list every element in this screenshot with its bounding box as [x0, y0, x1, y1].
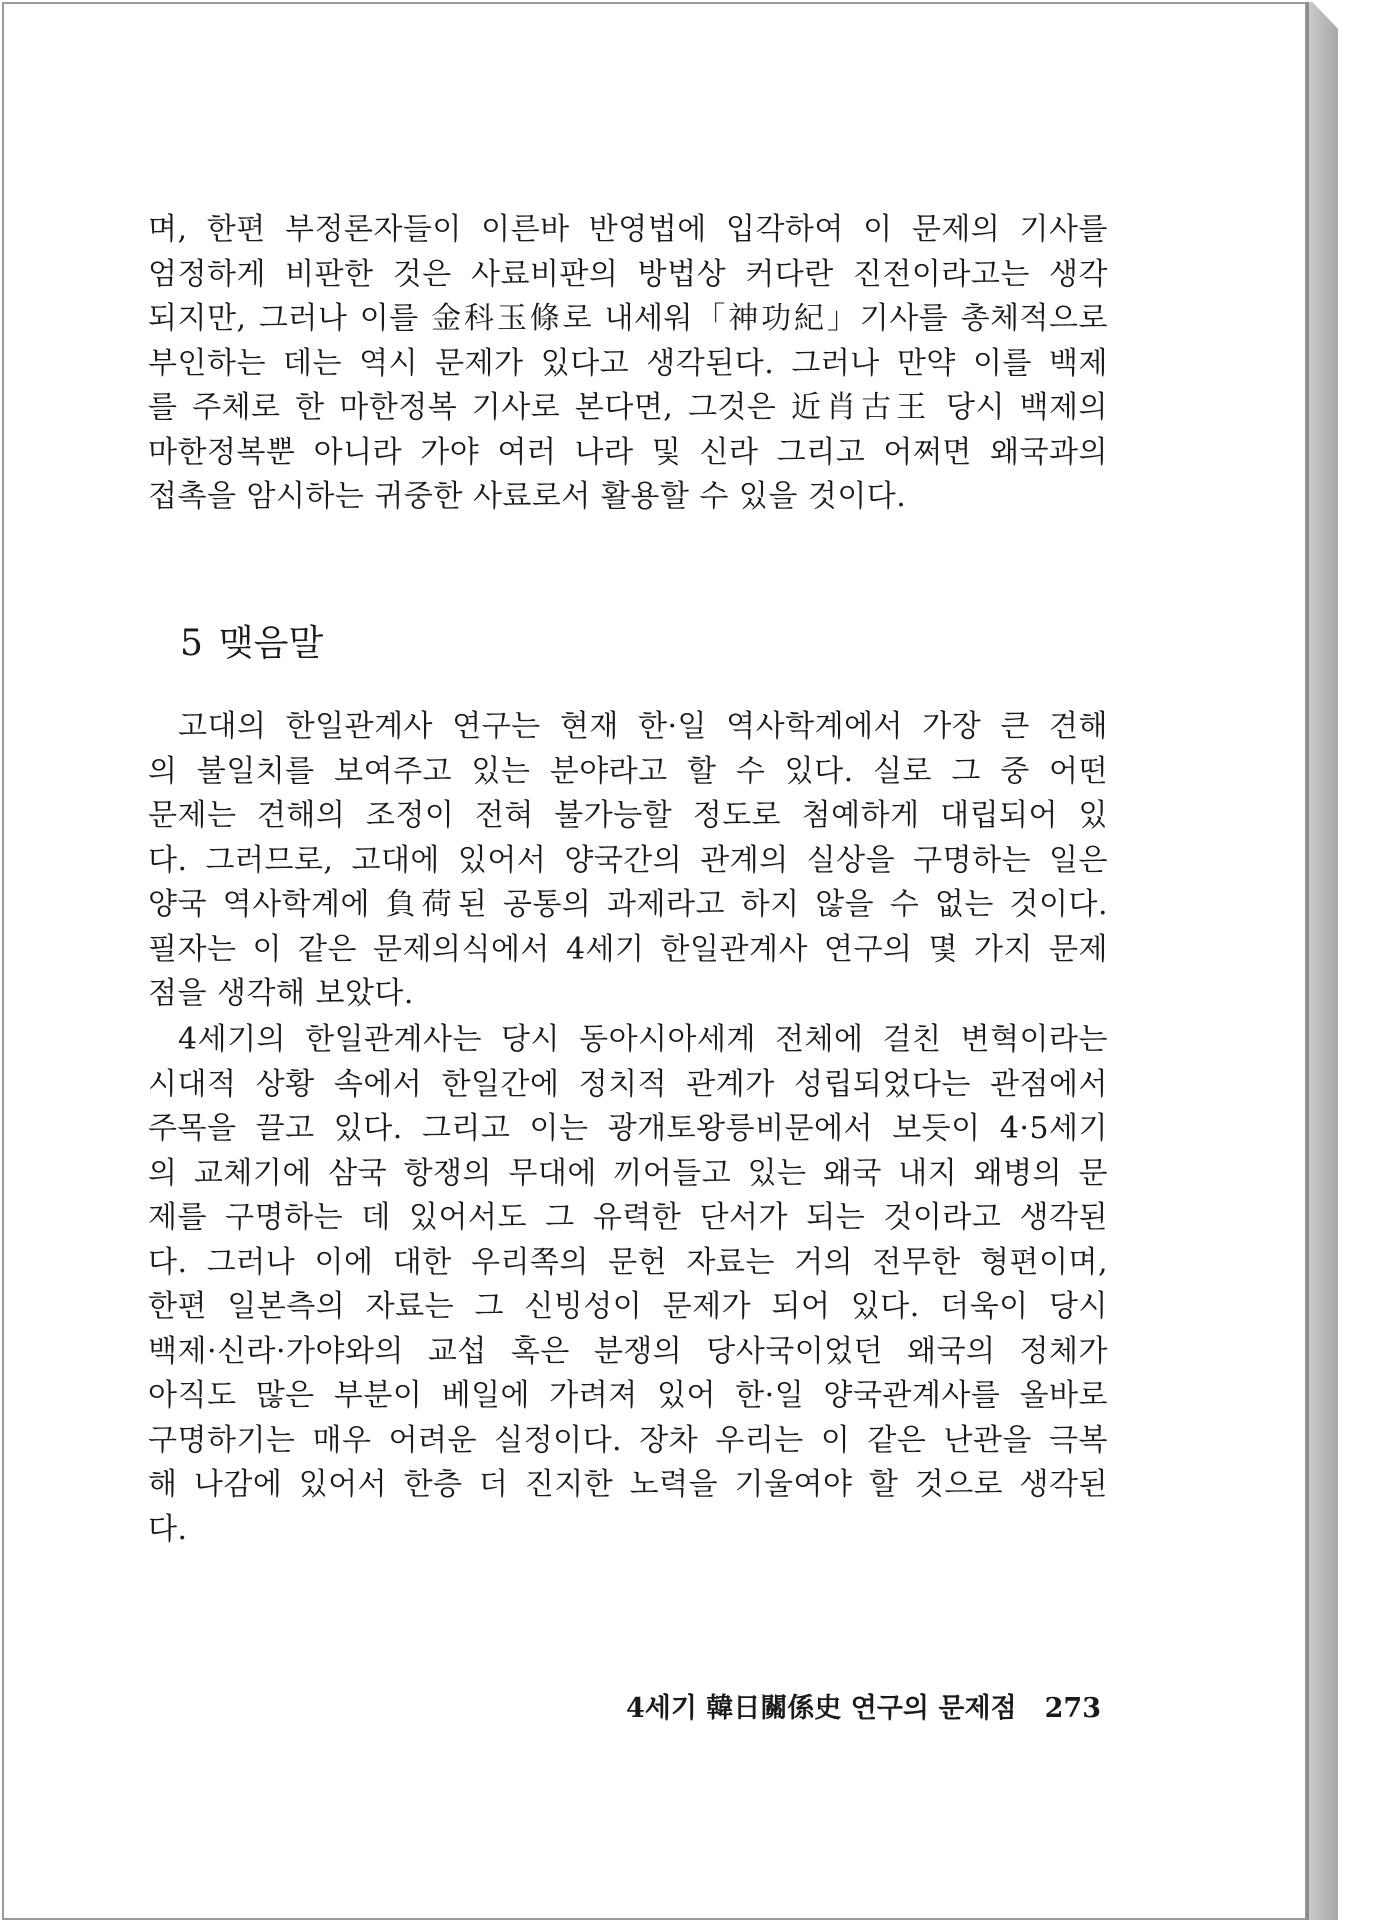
text-line: 필자는 이 같은 문제의식에서 4세기 한일관계사 연구의 몇 가지 문제 — [148, 931, 1108, 967]
page-edge-line — [1306, 2, 1309, 1920]
page-number: 273 — [1044, 1693, 1101, 1724]
text-line: 다. 그러나 이에 대한 우리쪽의 문헌 자료는 거의 전무한 형편이며, — [148, 1244, 1108, 1280]
section-heading — [180, 615, 323, 666]
text-line: 다. — [148, 1511, 188, 1547]
paragraph-conclusion-2 — [148, 1018, 1108, 1552]
text-line: 백제·신라·가야와의 교섭 혹은 분쟁의 당사국이었던 왜국의 정체가 — [148, 1333, 1108, 1369]
paragraph-continuation — [148, 208, 1108, 520]
text-line: 시대적 상황 속에서 한일간에 정치적 관계가 성립되었다는 관점에서 — [148, 1066, 1108, 1102]
text-line: 의 불일치를 보여주고 있는 분야라고 할 수 있다. 실로 그 중 어떤 — [148, 753, 1108, 789]
text-line: 접촉을 암시하는 귀중한 사료로서 활용할 수 있을 것이다. — [148, 479, 907, 514]
text-line: 엄정하게 비판한 것은 사료비판의 방법상 커다란 진전이라고는 생각 — [148, 256, 1108, 292]
text-line: 며, 한편 부정론자들이 이른바 반영법에 입각하여 이 문제의 기사를 — [148, 212, 1108, 247]
paragraph-conclusion-1 — [148, 705, 1108, 1017]
text-line: 의 교체기에 삼국 항쟁의 무대에 끼어들고 있는 왜국 내지 왜병의 문 — [148, 1155, 1108, 1191]
text-line: 고대의 한일관계사 연구는 현재 한·일 역사학계에서 가장 큰 견해 — [178, 709, 1108, 744]
text-line: 해 나감에 있어서 한층 더 진지한 노력을 기울여야 할 것으로 생각된 — [148, 1467, 1108, 1502]
text-line: 아직도 많은 부분이 베일에 가려져 있어 한·일 양국관계사를 올바로 — [148, 1378, 1108, 1413]
running-footer — [626, 1686, 1101, 1725]
text-line: 양국 역사학계에 負荷된 공통의 과제라고 하지 않을 수 없는 것이다. — [148, 887, 1108, 922]
text-line: 구명하기는 매우 어려운 실정이다. 장차 우리는 이 같은 난관을 극복 — [148, 1422, 1108, 1458]
text-line: 한편 일본측의 자료는 그 신빙성이 문제가 되어 있다. 더욱이 당시 — [148, 1289, 1108, 1324]
text-line: 부인하는 데는 역시 문제가 있다고 생각된다. 그러나 만약 이를 백제 — [148, 345, 1108, 381]
section-title: 맺음말 — [218, 623, 324, 664]
page-stack-edge — [1306, 2, 1338, 1920]
text-line: 제를 구명하는 데 있어서도 그 유력한 단서가 되는 것이라고 생각된 — [148, 1200, 1108, 1235]
running-title: 4세기 韓日關係史 연구의 문제점 — [625, 1693, 1017, 1724]
section-number: 5 — [180, 623, 203, 664]
text-line: 주목을 끌고 있다. 그리고 이는 광개토왕릉비문에서 보듯이 4·5세기 — [148, 1111, 1108, 1146]
text-line: 4세기의 한일관계사는 당시 동아시아세계 전체에 걸친 변혁이라는 — [178, 1022, 1108, 1057]
text-line: 점을 생각해 보았다. — [148, 976, 414, 1011]
text-line: 마한정복뿐 아니라 가야 여러 나라 및 신라 그리고 어쩌면 왜국과의 — [148, 434, 1108, 470]
text-line: 문제는 견해의 조정이 전혀 불가능할 정도로 첨예하게 대립되어 있 — [148, 798, 1108, 833]
text-line: 를 주체로 한 마한정복 기사로 본다면, 그것은 近肖古王 당시 백제의 — [148, 390, 1108, 425]
text-line: 다. 그러므로, 고대에 있어서 양국간의 관계의 실상을 구명하는 일은 — [148, 842, 1108, 878]
text-line: 되지만, 그러나 이를 金科玉條로 내세워「神功紀」기사를 총체적으로 — [148, 301, 1108, 336]
